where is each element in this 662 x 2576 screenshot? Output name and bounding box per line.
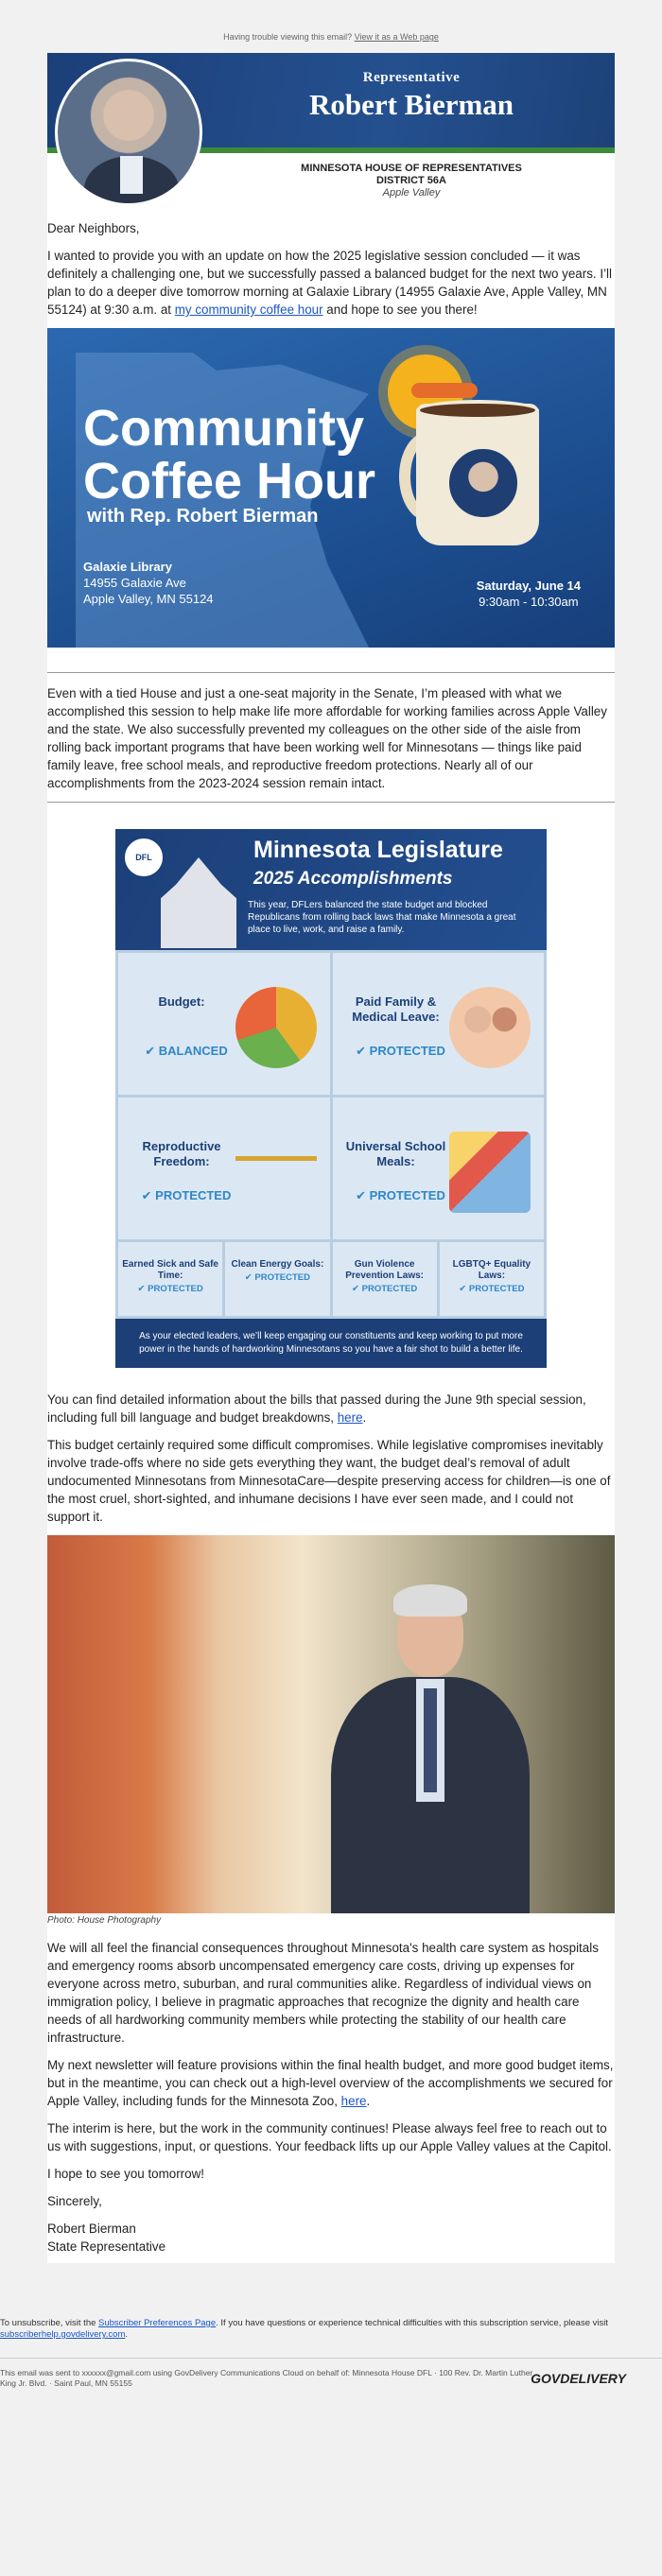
accomplishment-card (118, 1098, 330, 1239)
accomplishment-card-small (225, 1242, 329, 1316)
family-icon (449, 987, 531, 1068)
accomplishment-card-small (118, 1242, 222, 1316)
header-subtitle (251, 163, 572, 199)
compromise-paragraph: This budget certainly required some difficult compromises. While legislative compromises inevitably involve trade-offs where no side gets everything they want, the budget deal’s removal of adult undocumented Minnesotans from MinnesotaCare—despite preserving access for children—is one of the most cruel, short-sighted, and inhumane decisions I have ever seen made, and I could not support it. (47, 1438, 611, 1524)
house-floor-photo (47, 1535, 615, 1913)
accomplishment-card-small (440, 1242, 544, 1316)
subscriber-help-link[interactable]: subscriberhelp.govdelivery.com (0, 2329, 126, 2340)
scales-icon (235, 1132, 317, 1213)
coffee-date: Saturday, June 14 9:30am - 10:30am (476, 579, 581, 609)
signoff-closing: Sincerely, (47, 2194, 102, 2208)
govdelivery-logo: GOVDELIVERY (531, 2371, 626, 2386)
header-title (251, 70, 572, 122)
accomplishment-label: Universal School Meals: (345, 1139, 446, 1168)
mug-portrait (449, 449, 517, 517)
health-care-paragraph: We will all feel the financial consequences throughout Minnesota's health care system as hospitals and emergency rooms absorb uncompensated emergency care costs, driving up expenses for everyone across metro, suburban, and rural communities alike. Regardless of individual views on immigration policy, I believe in pragmatic approaches that recognize the dignity and health care needs of all hardworking community members while protecting the stability of our health care infrastructure. (47, 1941, 599, 2045)
accomplishment-status: ✔ BALANCED (145, 1044, 228, 1058)
bills-paragraph: You can find detailed information about the bills that passed during the June 9th special session, including full bill language and budget breakdowns, here. (47, 1392, 586, 1425)
coffee-location: Galaxie Library 14955 Galaxie Ave Apple Valley, MN 55124 (83, 560, 214, 606)
sender-info: This email was sent to xxxxxx@gmail.com using GovDelivery Communications Cloud on behalf of: Minnesota House DFL · 100 Rev. Dr. Martin Luther King Jr. Blvd. · Saint Paul, MN 55155 (0, 2368, 533, 2388)
accomplishment-status: ✔ PROTECTED (356, 1044, 445, 1058)
sender-footer (0, 2358, 662, 2389)
greeting: Dear Neighbors, (47, 221, 140, 235)
legislature-footer: As your elected leaders, we’ll keep engaging our constituents and keep working to put more power in the hands of hardworking Minnesotans so you have a fair shot to build a better life. (115, 1319, 547, 1368)
accomplishment-status: ✔ PROTECTED (459, 1284, 525, 1294)
newsletter-paragraph: My next newsletter will feature provisions within the final health budget, and more good budget items, but in the meantime, you can check out a high-level overview of the accomplishments we secured for Apple Valley, including funds for the Minnesota Zoo, here. (47, 2058, 614, 2108)
unsubscribe-text: To unsubscribe, visit the (0, 2318, 96, 2328)
accomplishment-status: ✔ PROTECTED (141, 1188, 232, 1202)
divider (47, 672, 615, 673)
sunglasses-icon (411, 383, 478, 398)
accomplishment-status: ✔ PROTECTED (244, 1272, 310, 1283)
accomplishment-status: ✔ PROTECTED (137, 1284, 203, 1294)
coffee-icon (416, 400, 539, 421)
interim-paragraph: The interim is here, but the work in the community continues! Please always feel free to reach out to us with suggestions, input, or questions. Your feedback lifts up our Apple Valley values at the Capitol. (47, 2121, 612, 2153)
accomplishment-status: ✔ PROTECTED (356, 1188, 445, 1202)
accomplishment-grid (115, 950, 547, 1242)
legislature-header (115, 829, 547, 950)
coffee-hour-link[interactable]: my community coffee hour (174, 303, 323, 317)
accomplishment-card (333, 1098, 545, 1239)
coffee-hour-banner[interactable] (47, 328, 615, 648)
dfl-logo-icon: DFL (123, 837, 165, 878)
email-body (47, 53, 615, 2263)
photo-caption: Photo: House Photography (47, 1915, 162, 1926)
closing-line: I hope to see you tomorrow! (47, 2167, 204, 2181)
accomplishment-row-small (115, 1242, 547, 1319)
accomplishment-label: LGBTQ+ Equality Laws: (452, 1259, 531, 1281)
header-body: MINNESOTA HOUSE OF REPRESENTATIVES (301, 163, 522, 174)
accomplishment-label: Gun Violence Prevention Laws: (345, 1259, 425, 1281)
accomplishment-status: ✔ PROTECTED (352, 1284, 418, 1294)
coffee-host: with Rep. Robert Bierman (87, 506, 319, 527)
capitol-icon (161, 857, 236, 948)
header-role: Representative (362, 70, 461, 85)
overview-here-link[interactable]: here (340, 2094, 367, 2108)
header-name: Robert Bierman (308, 88, 514, 121)
intro-text-end: and hope to see you there! (326, 303, 478, 317)
accomplishment-label: Paid Family & Medical Leave: (352, 994, 440, 1024)
coffee-title: Community Coffee Hour (83, 400, 375, 510)
signature-block (47, 2220, 615, 2263)
bills-here-link[interactable]: here (337, 1410, 363, 1425)
header-banner (47, 53, 615, 212)
meal-tray-icon (449, 1132, 531, 1213)
accomplishment-card-small (333, 1242, 437, 1316)
subscriber-preferences-link[interactable]: Subscriber Preferences Page (98, 2318, 217, 2328)
header-district: DISTRICT 56A (376, 175, 446, 186)
representative-portrait (55, 59, 202, 206)
signature-title: State Representative (47, 2239, 166, 2254)
unsubscribe-footer: To unsubscribe, visit the Subscriber Preferences Page. If you have questions or experience technical difficulties with this subscription service, please visit subscriberhelp.govdelivery.com. (0, 2318, 608, 2340)
intro-text: I wanted to provide you with an update on how the 2025 legislative session concluded — it was definitely a challenging one, but we successfully passed a balanced budget for the next two years. I’ll plan to do a deeper dive tomorrow morning at Galaxie Library (14955 Galaxie Ave, Apple Valley, MN 55124) at 9:30 a.m. at (47, 249, 612, 317)
signature-name: Robert Bierman (47, 2222, 136, 2236)
divider (47, 802, 615, 803)
preheader-text: Having trouble viewing this email? (223, 32, 353, 42)
accomplishment-card (333, 953, 545, 1095)
preheader (0, 0, 662, 53)
accomplishment-label: Budget: (158, 994, 205, 1009)
web-version-link[interactable]: View it as a Web page (354, 32, 439, 42)
legislature-description: This year, DFLers balanced the state budget and blocked Republicans from rolling back laws that make Minnesota a great place to live, work, and raise a family. (248, 900, 516, 935)
session-paragraph: Even with a tied House and just a one-seat majority in the Senate, I’m pleased with what we accomplished this session to help make life more affordable for working families across Apple Valley and the state. We also successfully prevented my colleagues on the other side of the aisle from rolling back important programs that have been working well for Minnesotans — things like paid family leave, free school meals, and reproductive freedom protections. Nearly all of our accomplishments from the 2023-2024 session remain intact. (47, 686, 607, 790)
accomplishment-label: Reproductive Freedom: (142, 1139, 221, 1168)
accomplishment-card (118, 953, 330, 1095)
representative-speaking (331, 1573, 530, 1913)
bills-text: You can find detailed information about the bills that passed during the June 9th special session, including full bill language and budget breakdowns, (47, 1392, 586, 1425)
header-city: Apple Valley (382, 187, 441, 199)
pie-calculator-icon (235, 987, 317, 1068)
legislature-subtitle: 2025 Accomplishments (253, 869, 453, 889)
intro-paragraph (47, 247, 615, 319)
legislature-accomplishments-graphic (115, 829, 547, 1368)
accomplishment-label: Clean Energy Goals: (231, 1259, 324, 1270)
help-text: . If you have questions or experience technical difficulties with this subscription service, please visit (216, 2318, 608, 2328)
newsletter-text: My next newsletter will feature provisions within the final health budget, and more good budget items, but in the meantime, you can check out a high-level overview of the accomplishments we secured for Apple Valley, including funds for the Minnesota Zoo, (47, 2058, 614, 2108)
accomplishment-label: Earned Sick and Safe Time: (122, 1259, 218, 1281)
legislature-title: Minnesota Legislature (253, 837, 503, 863)
